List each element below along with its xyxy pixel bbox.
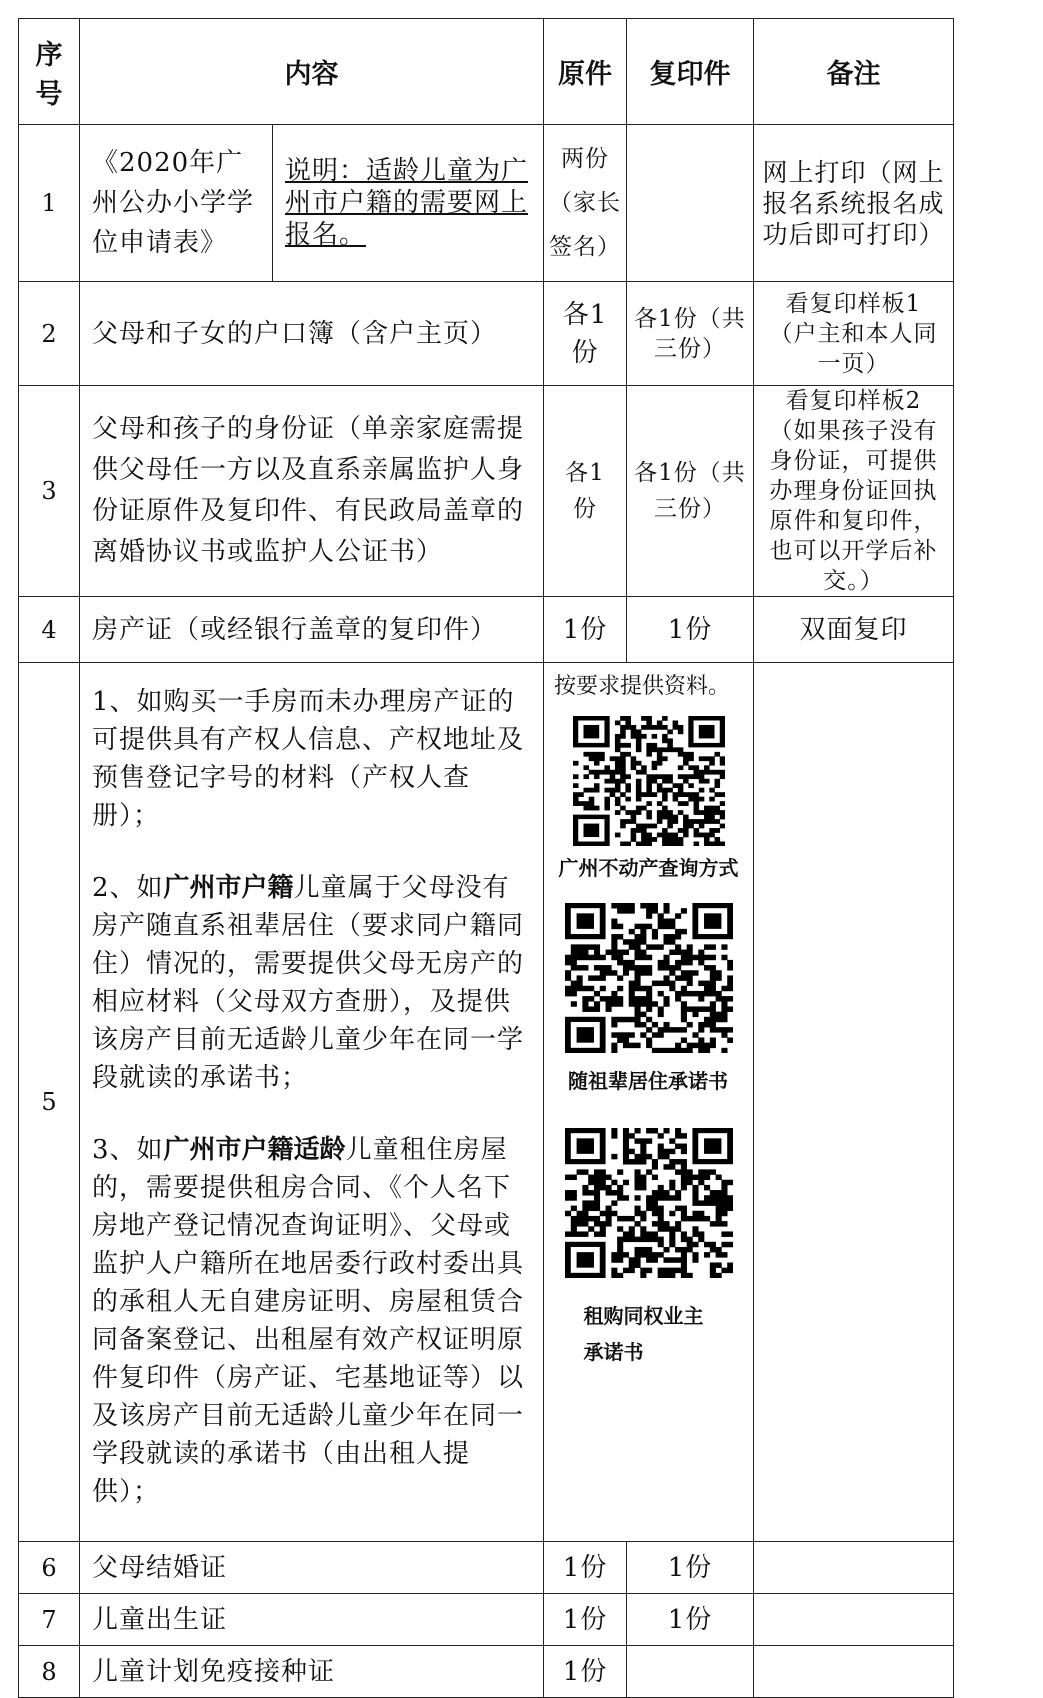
remark xyxy=(754,1594,954,1646)
copy-count: 1份 xyxy=(627,1594,754,1646)
qr-caption-3: 租购同权业主承诺书 xyxy=(583,1304,704,1364)
remark: 看复印样板2（如果孩子没有身份证，可提供办理身份证回执原件和复印件，也可以开学后补交。） xyxy=(754,386,954,597)
table-row xyxy=(19,1542,954,1594)
paragraph-3-emphasis: 广州市户籍适龄 xyxy=(163,1135,346,1165)
qr-caption-1: 广州不动产查询方式 xyxy=(558,856,739,880)
qr-cell xyxy=(544,663,754,1542)
registration-note-cell xyxy=(273,125,544,282)
copy-count xyxy=(627,125,754,282)
qr-code-icon[interactable] xyxy=(565,1128,733,1278)
content: 父母和子女的户口簿（含户主页） xyxy=(80,282,544,386)
copy-count xyxy=(627,1646,754,1698)
row-number: 5 xyxy=(19,663,80,1542)
table-row xyxy=(19,282,954,386)
remark xyxy=(754,1542,954,1594)
header-copy: 复印件 xyxy=(627,19,754,125)
paragraph-3-text: 儿童租住房屋的，需要提供租房合同、《个人名下房地产登记情况查询证明》、父母或监护人户籍所在地居委行政村委出具的承租人无自建房证明、房屋租赁合同备案登记、出租屋有效产权证明原件复印件（房产证、宅基地证等）以及该房产目前无适龄儿童少年在同一学段就读的承诺书（由出租人提供）； xyxy=(92,1135,525,1507)
row-number: 2 xyxy=(19,282,80,386)
row-number: 6 xyxy=(19,1542,80,1594)
remark: 双面复印 xyxy=(754,597,954,663)
original-count: 各1份 xyxy=(544,386,627,597)
original-count: 各1份 xyxy=(544,282,627,386)
qr-caption-2: 随祖辈居住承诺书 xyxy=(568,1069,728,1093)
paragraph-3-prefix: 3、如 xyxy=(92,1135,164,1165)
header-content: 内容 xyxy=(80,19,544,125)
paragraph-2-emphasis: 广州市户籍 xyxy=(163,873,294,903)
qr-block-3 xyxy=(550,1128,747,1370)
qr-code-icon[interactable] xyxy=(573,716,725,846)
table-row xyxy=(19,386,954,597)
copy-count: 1份 xyxy=(627,597,754,663)
table-row xyxy=(19,1594,954,1646)
table-row xyxy=(19,663,954,1542)
qr-block-1 xyxy=(550,716,747,881)
paragraph-2-text: 儿童属于父母没有房产随直系祖辈居住（要求同户籍同住）情况的，需要提供父母无房产的相应材料（父母双方查册），及提供该房产目前无适龄儿童少年在同一学段就读的承诺书； xyxy=(92,873,525,1093)
header-original: 原件 xyxy=(544,19,627,125)
table-row xyxy=(19,125,954,282)
requirements-table xyxy=(18,18,954,1698)
content: 房产证（或经银行盖章的复印件） xyxy=(80,597,544,663)
header-seq: 序号 xyxy=(19,19,80,125)
content: 父母和孩子的身份证（单亲家庭需提供父母任一方以及直系亲属监护人身份证原件及复印件、有民政局盖章的离婚协议书或监护人公证书） xyxy=(80,386,544,597)
original-count: 1份 xyxy=(544,1542,627,1594)
paragraph-2 xyxy=(92,869,535,1097)
registration-note: 说明：适龄儿童为广州市户籍的需要网上报名。 xyxy=(285,156,529,250)
qr-block-2 xyxy=(550,903,747,1094)
original-count: 两份（家长签名） xyxy=(544,125,627,282)
content: 儿童出生证 xyxy=(80,1594,544,1646)
row-number: 4 xyxy=(19,597,80,663)
copy-count: 各1份（共三份） xyxy=(627,282,754,386)
side-note: 按要求提供资料。 xyxy=(554,674,731,699)
remark: 看复印样板1（户主和本人同一页） xyxy=(754,282,954,386)
qr-code-icon[interactable] xyxy=(565,903,733,1053)
form-title: 《2020年广州公办小学学位申请表》 xyxy=(80,125,273,282)
content: 父母结婚证 xyxy=(80,1542,544,1594)
original-count: 1份 xyxy=(544,1594,627,1646)
remark xyxy=(754,663,954,1542)
content: 儿童计划免疫接种证 xyxy=(80,1646,544,1698)
paragraph-1: 1、如购买一手房而未办理房产证的可提供具有产权人信息、产权地址及预售登记字号的材料（产权人查册）； xyxy=(92,687,525,831)
row-number: 8 xyxy=(19,1646,80,1698)
content xyxy=(80,663,544,1542)
remark: 网上打印（网上报名系统报名成功后即可打印） xyxy=(754,125,954,282)
remark xyxy=(754,1646,954,1698)
original-count: 1份 xyxy=(544,597,627,663)
paragraph-3 xyxy=(92,1131,535,1511)
copy-count: 各1份（共三份） xyxy=(627,386,754,597)
header-remark: 备注 xyxy=(754,19,954,125)
table-row xyxy=(19,1646,954,1698)
row-number: 1 xyxy=(19,125,80,282)
paragraph-2-prefix: 2、如 xyxy=(92,873,164,903)
header-row xyxy=(19,19,954,125)
copy-count: 1份 xyxy=(627,1542,754,1594)
original-count: 1份 xyxy=(544,1646,627,1698)
row-number: 3 xyxy=(19,386,80,597)
table-row xyxy=(19,597,954,663)
row-number: 7 xyxy=(19,1594,80,1646)
